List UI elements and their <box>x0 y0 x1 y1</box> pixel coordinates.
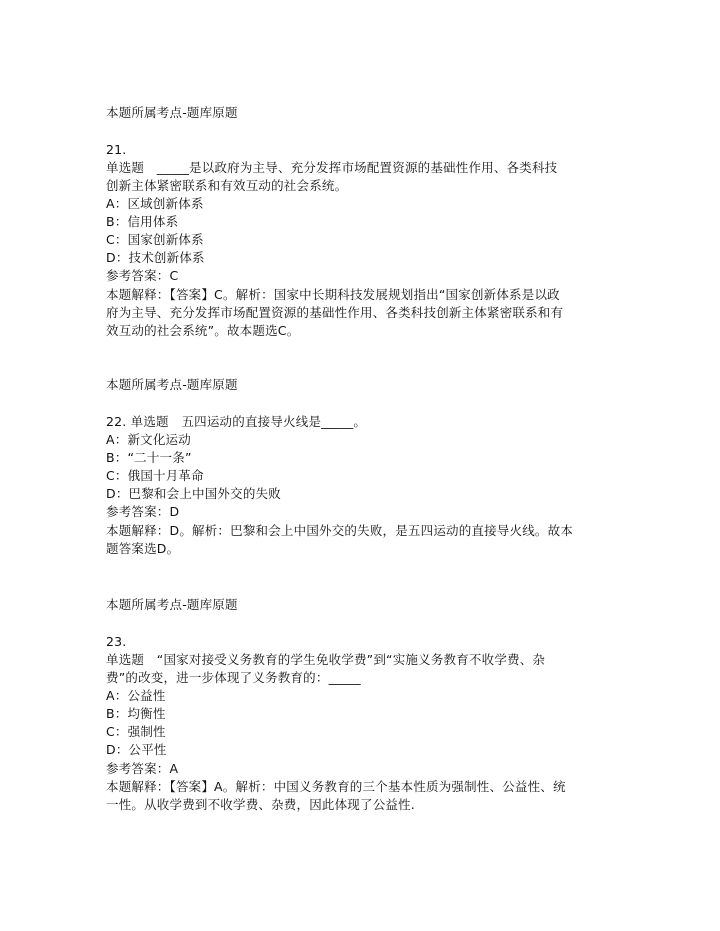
option-c: C：强制性 <box>106 724 166 739</box>
question-stem: 22. 单选题 五四运动的直接导火线是_____。 <box>106 414 367 429</box>
source-note: 本题所属考点-题库原题 <box>106 377 238 392</box>
source-note: 本题所属考点-题库原题 <box>106 105 238 120</box>
option-d: D：技术创新体系 <box>106 250 205 265</box>
explanation: 题答案选D。 <box>106 541 180 556</box>
option-c: C：俄国十月革命 <box>106 468 204 483</box>
source-note: 本题所属考点-题库原题 <box>106 597 238 612</box>
question-stem: 费”的改变，进一步体现了义务教育的：_____ <box>106 670 361 685</box>
explanation: 本题解释：【答案】A。解析：中国义务教育的三个基本性质为强制性、公益性、统 <box>106 779 566 794</box>
option-b: B：均衡性 <box>106 706 166 721</box>
explanation: 效互动的社会系统”。故本题选C。 <box>106 323 300 338</box>
explanation: 府为主导、充分发挥市场配置资源的基础性作用、各类科技创新主体紧密联系和有 <box>106 305 564 320</box>
question-stem: 创新主体紧密联系和有效互动的社会系统。 <box>106 178 348 193</box>
reference-answer: 参考答案：C <box>106 268 179 283</box>
option-c: C：国家创新体系 <box>106 232 204 247</box>
question-stem: 单选题 _____是以政府为主导、充分发挥市场配置资源的基础性作用、各类科技 <box>106 160 558 175</box>
reference-answer: 参考答案：A <box>106 761 179 776</box>
explanation: 本题解释：D。解析：巴黎和会上中国外交的失败，是五四运动的直接导火线。故本 <box>106 523 574 538</box>
option-a: A：区域创新体系 <box>106 196 204 211</box>
explanation: 本题解释：【答案】C。解析：国家中长期科技发展规划指出“国家创新体系是以政 <box>106 287 560 302</box>
option-d: D：公平性 <box>106 742 167 757</box>
question-number: 23. <box>106 634 127 649</box>
option-b: B：“二十一条” <box>106 450 192 465</box>
option-a: A：公益性 <box>106 688 166 703</box>
option-b: B：信用体系 <box>106 214 179 229</box>
question-stem: 单选题 “国家对接受义务教育的学生免收学费”到“实施义务教育不收学费、杂 <box>106 652 546 667</box>
question-number: 21. <box>106 142 127 157</box>
explanation: 一性。从收学费到不收学费、杂费，因此体现了公益性. <box>106 797 415 812</box>
reference-answer: 参考答案：D <box>106 504 180 519</box>
option-d: D：巴黎和会上中国外交的失败 <box>106 486 281 501</box>
option-a: A：新文化运动 <box>106 432 191 447</box>
